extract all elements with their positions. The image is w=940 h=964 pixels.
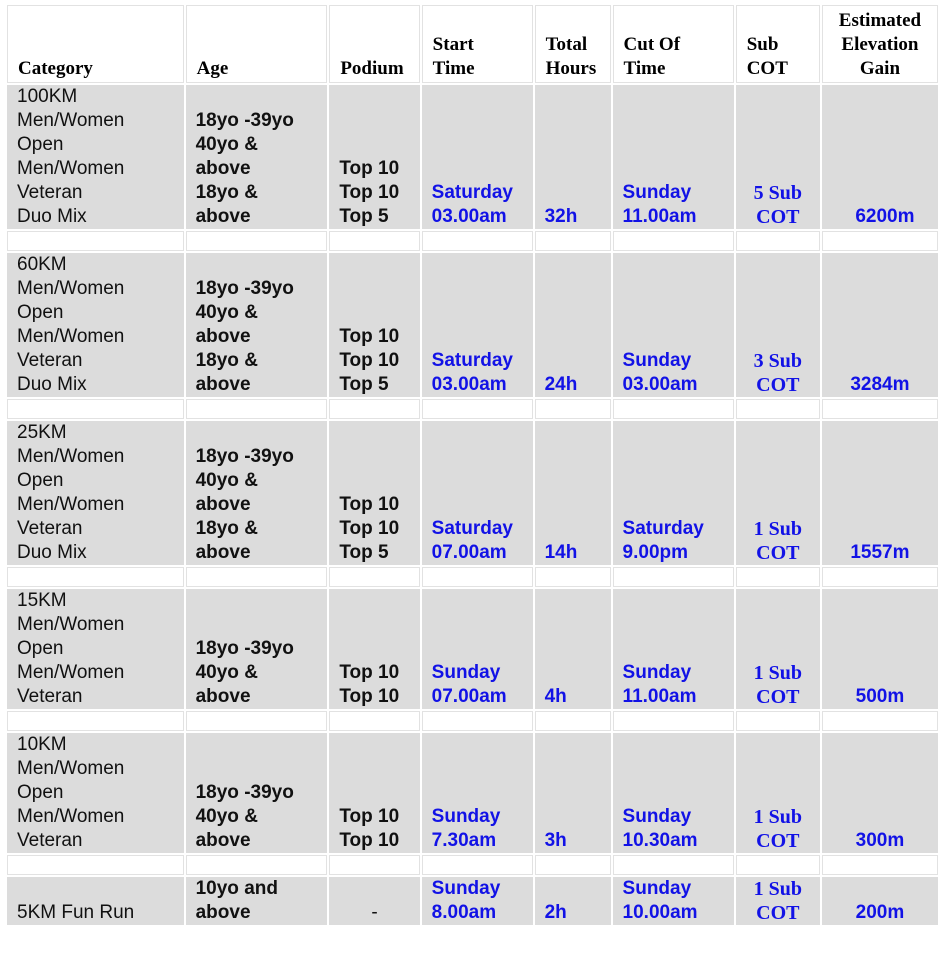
header-age: Age: [186, 5, 328, 83]
header-podium: Podium: [329, 5, 419, 83]
header-row: [7, 5, 938, 83]
age-cell: 18yo -39yo 40yo & above: [186, 589, 328, 709]
category-cell: 100KM Men/Women Open Men/Women Veteran Duo Mix: [7, 85, 184, 229]
table-row: [7, 589, 938, 709]
spacer-row: [7, 231, 938, 251]
spacer-row: [7, 399, 938, 419]
cut-of-time-cell: Sunday 11.00am: [613, 85, 734, 229]
category-cell: 5KM Fun Run: [7, 877, 184, 925]
sub-cot-cell: 3 Sub COT: [736, 253, 820, 397]
elevation-cell: 3284m: [822, 253, 938, 397]
header-sub-cot: Sub COT: [736, 5, 820, 83]
sub-cot-cell: 1 Sub COT: [736, 733, 820, 853]
header-cut-of-time: Cut Of Time: [613, 5, 734, 83]
header-start-time: Start Time: [422, 5, 533, 83]
start-time-cell: Sunday 07.00am: [422, 589, 533, 709]
table-row: [7, 85, 938, 229]
start-time-cell: Saturday 03.00am: [422, 85, 533, 229]
start-time-cell: Sunday 7.30am: [422, 733, 533, 853]
start-time-cell: Saturday 07.00am: [422, 421, 533, 565]
total-hours-cell: 3h: [535, 733, 611, 853]
elevation-cell: 6200m: [822, 85, 938, 229]
podium-cell: -: [329, 877, 419, 925]
total-hours-cell: 32h: [535, 85, 611, 229]
total-hours-cell: 4h: [535, 589, 611, 709]
spacer-row: [7, 567, 938, 587]
sub-cot-cell: 1 Sub COT: [736, 589, 820, 709]
category-cell: 60KM Men/Women Open Men/Women Veteran Duo Mix: [7, 253, 184, 397]
category-cell: 25KM Men/Women Open Men/Women Veteran Duo Mix: [7, 421, 184, 565]
cut-of-time-cell: Sunday 11.00am: [613, 589, 734, 709]
elevation-cell: 200m: [822, 877, 938, 925]
category-cell: 10KM Men/Women Open Men/Women Veteran: [7, 733, 184, 853]
spacer-row: [7, 711, 938, 731]
table-row: [7, 733, 938, 853]
sub-cot-cell: 1 Sub COT: [736, 421, 820, 565]
elevation-cell: 500m: [822, 589, 938, 709]
total-hours-cell: 2h: [535, 877, 611, 925]
age-cell: 18yo -39yo 40yo & above: [186, 733, 328, 853]
spacer-row: [7, 855, 938, 875]
header-category: Category: [7, 5, 184, 83]
podium-cell: Top 10 Top 10 Top 5: [329, 253, 419, 397]
age-cell: 18yo -39yo 40yo & above 18yo & above: [186, 85, 328, 229]
category-cell: 15KM Men/Women Open Men/Women Veteran: [7, 589, 184, 709]
sub-cot-cell: 5 Sub COT: [736, 85, 820, 229]
header-total-hours: Total Hours: [535, 5, 611, 83]
podium-cell: Top 10 Top 10 Top 5: [329, 85, 419, 229]
start-time-cell: Saturday 03.00am: [422, 253, 533, 397]
table-row: [7, 877, 938, 925]
age-cell: 18yo -39yo 40yo & above 18yo & above: [186, 421, 328, 565]
cut-of-time-cell: Saturday 9.00pm: [613, 421, 734, 565]
race-categories-table: [5, 3, 940, 927]
sub-cot-cell: 1 Sub COT: [736, 877, 820, 925]
elevation-cell: 300m: [822, 733, 938, 853]
table-row: [7, 253, 938, 397]
age-cell: 18yo -39yo 40yo & above 18yo & above: [186, 253, 328, 397]
total-hours-cell: 24h: [535, 253, 611, 397]
total-hours-cell: 14h: [535, 421, 611, 565]
elevation-cell: 1557m: [822, 421, 938, 565]
start-time-cell: Sunday 8.00am: [422, 877, 533, 925]
header-elevation: Estimated Elevation Gain: [822, 5, 938, 83]
cut-of-time-cell: Sunday 10.30am: [613, 733, 734, 853]
podium-cell: Top 10 Top 10 Top 5: [329, 421, 419, 565]
age-cell: 10yo and above: [186, 877, 328, 925]
podium-cell: Top 10 Top 10: [329, 589, 419, 709]
cut-of-time-cell: Sunday 10.00am: [613, 877, 734, 925]
podium-cell: Top 10 Top 10: [329, 733, 419, 853]
table-row: [7, 421, 938, 565]
cut-of-time-cell: Sunday 03.00am: [613, 253, 734, 397]
